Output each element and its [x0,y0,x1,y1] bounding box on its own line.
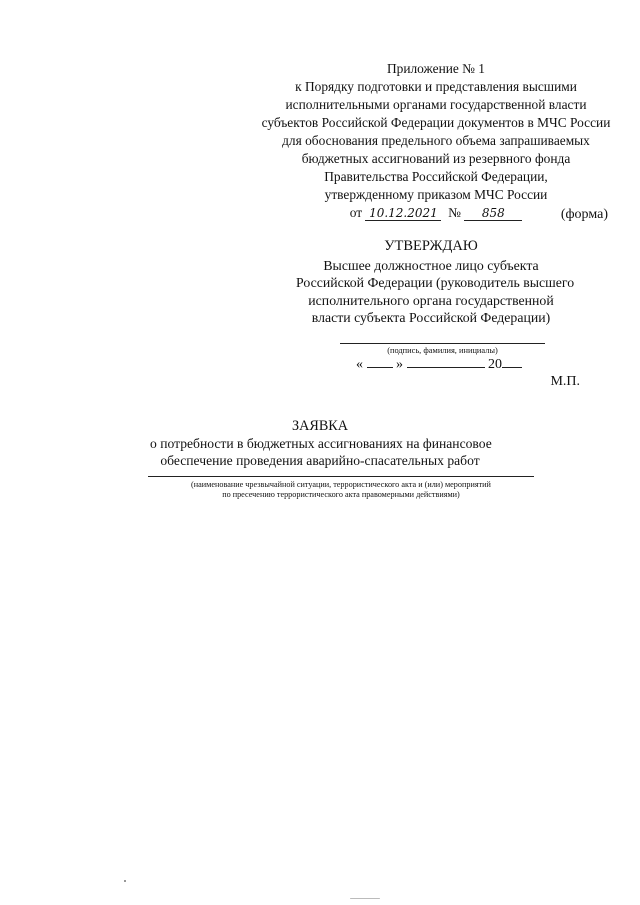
caption-line: по пресечению террористического акта правомерными действиями) [222,490,460,499]
emergency-name-caption [148,480,534,500]
approval-line: власти субъекта Российской Федерации) [311,310,551,325]
form-label: (форма) [560,207,608,222]
day-blank [367,356,393,368]
signature-line [340,343,545,344]
scan-speck [124,880,126,882]
approval-line: исполнительного органа государственной [308,292,554,308]
approval-block [296,238,575,327]
date-quote-open: « [356,357,363,372]
approval-date-fill [356,356,522,373]
appendix-line: утвержденному приказом МЧС России [324,187,548,202]
order-date-prefix: от [349,205,363,220]
order-number-handwritten: 858 [464,207,522,221]
application-subtitle-line: о потребности в бюджетных ассигнованиях на финансовое [150,436,492,451]
approval-line: Российской Федерации (руководитель высшего [296,275,575,290]
approval-line: Высшее должностное лицо субъекта [323,257,539,273]
application-title: ЗАЯВКА [292,418,348,434]
caption-line: (наименование чрезвычайной ситуации, террористического акта и (или) мероприятий [191,480,491,489]
emergency-name-line [148,476,534,477]
application-subtitle-line: обеспечение проведения аварийно-спасательных работ [160,453,480,468]
appendix-line: бюджетных ассигнований из резервного фонда [301,151,571,166]
application-title-block [150,418,490,469]
appendix-line: субъектов Российской Федерации документов в МЧС России [261,115,611,130]
appendix-line: к Порядку подготовки и представления высшими [295,79,577,94]
signature-caption: (подпись, фамилия, инициалы) [387,346,498,355]
appendix-title: Приложение № 1 [386,61,486,76]
stamp-place: М.П. [550,374,580,389]
order-date-handwritten: 10.12.2021 [365,207,441,221]
appendix-line: для обоснования предельного объема запрашиваемых [282,133,590,148]
month-blank [407,356,485,368]
order-date-row [350,204,523,222]
scan-speck [350,898,380,899]
appendix-line: Правительства Российской Федерации, [324,169,548,184]
approval-heading: УТВЕРЖДАЮ [384,238,478,254]
appendix-line: исполнительными органами государственной власти [285,97,587,112]
appendix-header [256,60,616,222]
order-number-prefix: № [448,205,461,220]
year-blank [502,356,522,368]
date-quote-close: » [396,357,403,372]
year-prefix: 20 [488,357,502,372]
